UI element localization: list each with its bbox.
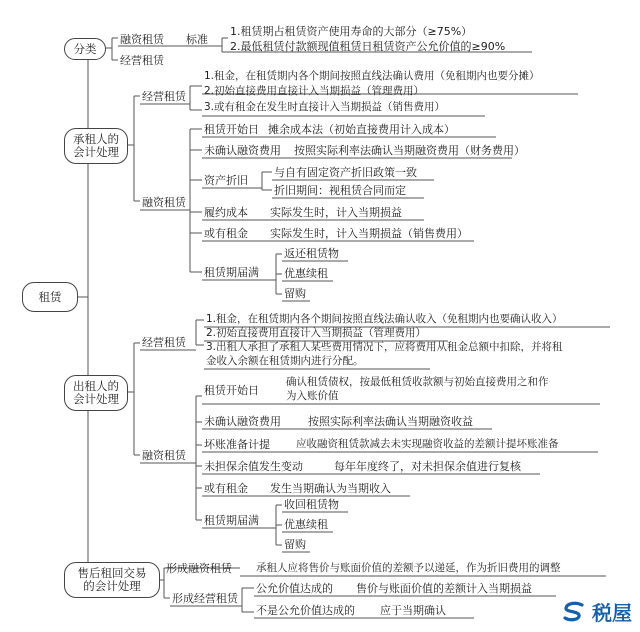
root-label: 租赁 <box>38 289 62 304</box>
node-lessor[interactable] <box>64 375 128 411</box>
lessee-fin-end-purchase: 留购 <box>284 287 306 300</box>
lessor-fin-unrecognized: 未确认融资费用 <box>204 415 281 428</box>
brand-logo <box>562 597 632 626</box>
lessor-op-item-2: 2.初始直接费用直接计入当期损益（管理费用） <box>206 327 427 339</box>
classify-finance-lease: 融资租赁 <box>120 33 164 46</box>
lessee-fin-end-return: 返还租赁物 <box>284 247 339 260</box>
lessee-op-item-3: 3.或有租金在发生时直接计入当期损益（销售费用） <box>204 101 446 113</box>
classify-operating-lease: 经营租赁 <box>120 54 164 67</box>
lessor-fin-start-value-1: 确认租赁债权，按最低租赁收款额与初始直接费用之和作 <box>286 376 549 388</box>
logo-text: 税屋 <box>592 601 632 625</box>
lessor-fin-contingent: 或有租金 <box>204 482 248 495</box>
lessor-fin-contingent-value: 发生当期确认为当期收入 <box>270 482 391 495</box>
lessee-label-line1: 承租人的 <box>73 132 119 146</box>
lessee-fin-depreciation: 资产折旧 <box>204 174 248 187</box>
logo-icon <box>562 601 588 623</box>
lessor-fin-start: 租赁开始日 <box>204 384 259 397</box>
node-lessee[interactable] <box>64 128 128 164</box>
classify-label: 分类 <box>73 41 97 56</box>
lessor-fin-unguaranteed: 未担保余值发生变动 <box>204 460 303 473</box>
classify-standard: 标准 <box>186 33 208 46</box>
lessee-fin-end-renew: 优惠续租 <box>284 267 328 280</box>
lessor-op-item-3b: 金收入余额在租赁期内进行分配。 <box>206 355 364 367</box>
lessee-fin-start: 租赁开始日 <box>204 123 259 136</box>
lessor-fin-end-recover: 收回租赁物 <box>284 498 339 511</box>
saleback-op-not-fair-value: 应于当期确认 <box>380 604 446 617</box>
node-classify[interactable] <box>64 38 106 60</box>
lessor-label-line2: 会计处理 <box>73 392 119 406</box>
lessee-finance-lease: 融资租赁 <box>142 196 186 209</box>
lessor-fin-unguaranteed-value: 每年年度终了，对未担保余值进行复核 <box>334 460 521 473</box>
saleback-finance: 形成融资租赁 <box>166 562 232 575</box>
lessor-fin-bad-debt-value: 应收融资租赁款减去未实现融资收益的差额计提坏账准备 <box>296 438 559 450</box>
lessor-op-item-3a: 3.出租人承担了承租人某些费用情况下，应将费用从租金总额中扣除，并将租 <box>206 341 563 353</box>
lessor-fin-end-renew: 优惠续租 <box>284 518 328 531</box>
saleback-operating: 形成经营租赁 <box>172 592 238 605</box>
lessor-fin-term-end: 租赁期届满 <box>204 514 259 527</box>
lessee-op-item-2: 2.初始直接费用直接计入当期损益（管理费用） <box>204 85 425 97</box>
lessor-fin-start-value-2: 为入账价值 <box>286 390 339 402</box>
lessee-fin-contingent: 或有租金 <box>204 227 248 240</box>
node-sale-leaseback[interactable] <box>64 562 160 598</box>
saleback-label-line2: 的会计处理 <box>83 579 141 593</box>
lessee-fin-dep-value-2: 折旧期间：视租赁合同而定 <box>274 184 406 197</box>
saleback-op-not-fair: 不是公允价值达成的 <box>256 604 355 617</box>
lessee-op-item-1: 1.租金，在租赁期内各个期间按照直线法确认费用（免租期内也要分摊） <box>204 70 540 82</box>
classify-criterion-2: 2.最低租赁付款额现值租赁日租赁资产公允价值的≥90% <box>230 40 506 53</box>
lessee-fin-term-end: 租赁期届满 <box>204 266 259 279</box>
lessor-op-item-1: 1.租金，在租赁期内各个期间按照直线法确认收入（免租期内也要确认收入） <box>206 313 563 325</box>
lessee-fin-dep-value-1: 与自有固定资产折旧政策一致 <box>274 166 417 179</box>
lessee-fin-unrecognized-value: 按照实际利率法确认当期融资费用（财务费用） <box>294 144 525 157</box>
saleback-op-fair-value: 售价与账面价值的差额计入当期损益 <box>356 582 532 595</box>
saleback-label-line1: 售后租回交易 <box>77 566 147 580</box>
root-node[interactable] <box>22 282 78 312</box>
saleback-finance-value: 承租人应将售价与账面价值的差额予以递延，作为折旧费用的调整 <box>256 562 561 574</box>
classify-criterion-1: 1.租赁期占租赁资产使用寿命的大部分（≥75%） <box>230 25 473 38</box>
lessee-fin-performance-cost: 履约成本 <box>204 206 248 219</box>
lessee-fin-start-value: 摊余成本法（初始直接费用计入成本） <box>268 123 455 136</box>
lessor-fin-end-purchase: 留购 <box>284 538 306 551</box>
lessor-fin-bad-debt: 坏账准备计提 <box>204 438 270 451</box>
lessor-finance-lease: 融资租赁 <box>142 449 186 462</box>
lessor-fin-unrecognized-value: 按照实际利率法确认当期融资收益 <box>308 415 473 428</box>
lessee-fin-unrecognized: 未确认融资费用 <box>204 144 281 157</box>
lessee-fin-performance-value: 实际发生时，计入当期损益 <box>270 206 402 219</box>
saleback-op-fair: 公允价值达成的 <box>256 582 333 595</box>
lessor-label-line1: 出租人的 <box>73 379 119 393</box>
lessee-label-line2: 会计处理 <box>73 145 119 159</box>
lessee-fin-contingent-value: 实际发生时，计入当期损益（销售费用） <box>270 227 468 240</box>
lessee-operating-lease: 经营租赁 <box>142 90 186 103</box>
lessor-operating-lease: 经营租赁 <box>142 336 186 349</box>
